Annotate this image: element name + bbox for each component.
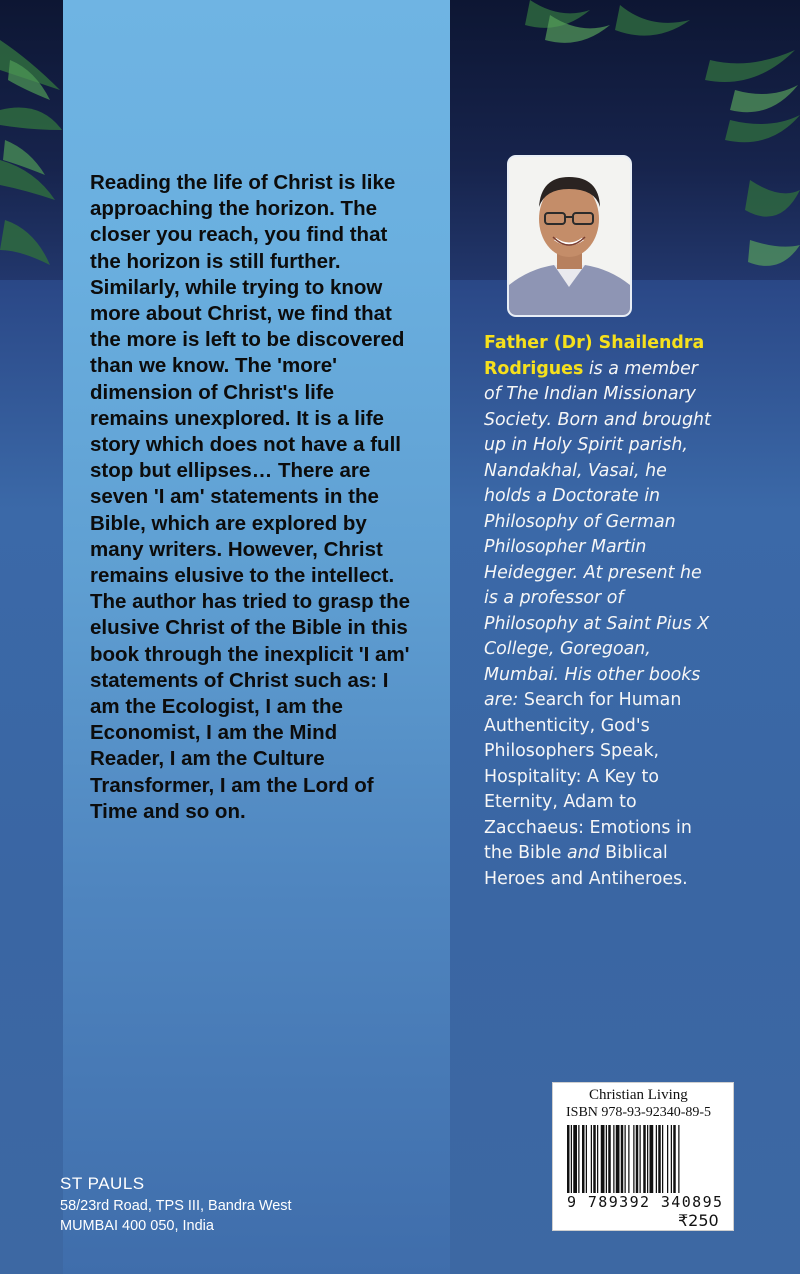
- barcode-bar: [616, 1125, 620, 1193]
- publisher-address-line1: 58/23rd Road, TPS III, Bandra West: [60, 1198, 292, 1214]
- barcode-bar: [591, 1125, 592, 1193]
- bio-line: Mumbai. His other books: [484, 664, 701, 685]
- blurb-line: Transformer, I am the Lord of: [90, 773, 374, 797]
- barcode-number: 9 789392 340895: [567, 1193, 724, 1211]
- bio-line: Philosophy of German: [484, 511, 676, 532]
- barcode-bar: [625, 1125, 626, 1193]
- blurb-text: [90, 170, 430, 825]
- blurb-line: Bible, which are explored by: [90, 511, 367, 535]
- bio-line: Heroes and Antiheroes.: [484, 868, 688, 889]
- blurb-line: statements of Christ such as: I: [90, 668, 389, 692]
- barcode-bar: [597, 1125, 598, 1193]
- author-photo: [507, 155, 632, 317]
- bio-line: holds a Doctorate in: [484, 486, 661, 506]
- bio-line: [484, 841, 784, 867]
- barcode-bar: [582, 1125, 585, 1193]
- barcode-bar: [640, 1125, 641, 1193]
- blurb-line: seven 'I am' statements in the: [90, 485, 379, 509]
- publisher-name: ST PAULS: [60, 1174, 145, 1193]
- blurb-line: the horizon is still further.: [90, 249, 341, 273]
- publisher-block: [60, 1172, 292, 1236]
- barcode-bar: [678, 1125, 679, 1193]
- blurb-line: book through the inexplicit 'I am': [90, 642, 410, 666]
- isbn-text: ISBN 978-93-92340-89-5: [566, 1105, 712, 1120]
- barcode-bar: [621, 1125, 624, 1193]
- blurb-line: Reading the life of Christ is like: [90, 171, 396, 194]
- barcode-bar: [662, 1125, 663, 1193]
- bio-line: Authenticity, God's: [484, 715, 650, 736]
- bio-text: the Bible: [484, 843, 567, 863]
- author-name-line1: Father (Dr) Shailendra: [484, 333, 705, 353]
- author-name-line2: Rodrigues: [484, 358, 584, 379]
- barcode-label: [552, 1082, 734, 1231]
- barcode-bar: [673, 1125, 676, 1193]
- blurb-line: approaching the horizon. The: [90, 197, 377, 221]
- barcode-bar: [606, 1125, 607, 1193]
- bio-line: Eternity, Adam to: [484, 792, 637, 812]
- blurb-line: Time and so on.: [90, 799, 246, 823]
- bio-text: is a member: [583, 358, 698, 379]
- barcode-bar: [636, 1125, 639, 1193]
- barcode-bar: [608, 1125, 611, 1193]
- blurb-line: elusive Christ of the Bible in this: [90, 616, 408, 640]
- blurb-line: remains elusive to the intellect.: [90, 564, 395, 588]
- author-bio: [484, 331, 784, 892]
- bio-line: up in Holy Spirit parish,: [484, 435, 688, 455]
- book-category: Christian Living: [589, 1087, 688, 1103]
- barcode-bar: [613, 1125, 614, 1193]
- blurb-line: story which does not have a full: [90, 433, 401, 457]
- blurb-line: The author has tried to grasp the: [90, 590, 411, 614]
- foliage-decoration-left: [0, 0, 70, 290]
- bio-line: Zacchaeus: Emotions in: [484, 817, 692, 838]
- bio-text: Search for Human: [518, 690, 682, 710]
- barcode-bar: [647, 1125, 648, 1193]
- bio-line: Philosophers Speak,: [484, 741, 660, 761]
- barcode-bar: [650, 1125, 654, 1193]
- blurb-line: Reader, I am the Culture: [90, 747, 325, 771]
- barcode-bar: [643, 1125, 646, 1193]
- publisher-address-line2: MUMBAI 400 050, India: [60, 1218, 214, 1234]
- blurb-line: closer you reach, you find that: [90, 223, 388, 247]
- bio-line: Philosopher Martin: [484, 537, 647, 557]
- bio-line: Society. Born and brought: [484, 409, 711, 430]
- barcode-bar: [593, 1125, 596, 1193]
- bio-line: of The Indian Missionary: [484, 384, 696, 404]
- blurb-line: Similarly, while trying to know: [90, 275, 383, 299]
- barcode-bar: [658, 1125, 661, 1193]
- bio-line: Heidegger. At present he: [484, 562, 702, 583]
- blurb-line: than we know. The 'more': [90, 354, 338, 378]
- blurb-line: remains unexplored. It is a life: [90, 406, 384, 430]
- blurb-line: more about Christ, we find that: [90, 302, 392, 326]
- barcode-bars: [567, 1125, 722, 1193]
- bio-line: Hospitality: A Key to: [484, 766, 659, 787]
- blurb-line: Economist, I am the Mind: [90, 721, 338, 745]
- price: ₹250: [678, 1211, 719, 1230]
- bio-line: is a professor of: [484, 588, 624, 608]
- bio-text: Biblical: [599, 843, 668, 863]
- barcode-bar: [628, 1125, 629, 1193]
- bio-line: [484, 331, 784, 357]
- bio-line: [484, 357, 784, 383]
- barcode-bar: [633, 1125, 634, 1193]
- barcode-bar: [656, 1125, 657, 1193]
- blurb-line: stop but ellipses… There are: [90, 459, 371, 483]
- bio-line: Philosophy at Saint Pius X: [484, 613, 710, 634]
- bio-line: College, Goregoan,: [484, 639, 651, 659]
- barcode-bar: [601, 1125, 605, 1193]
- blurb-line: dimension of Christ's life: [90, 380, 335, 404]
- barcode-bar: [578, 1125, 579, 1193]
- blurb-line: many writers. However, Christ: [90, 537, 383, 561]
- blurb-line: the more is left to be discovered: [90, 328, 405, 352]
- barcode-bar: [573, 1125, 577, 1193]
- blurb-line: am the Ecologist, I am the: [90, 695, 343, 719]
- barcode-bar: [571, 1125, 572, 1193]
- bio-line: Nandakhal, Vasai, he: [484, 460, 667, 481]
- barcode-bar: [667, 1125, 668, 1193]
- bio-text: and: [566, 843, 600, 863]
- barcode-bar: [567, 1125, 570, 1193]
- barcode-bar: [671, 1125, 672, 1193]
- bio-line: [484, 688, 784, 714]
- barcode-bar: [586, 1125, 587, 1193]
- bio-text: are:: [484, 690, 519, 710]
